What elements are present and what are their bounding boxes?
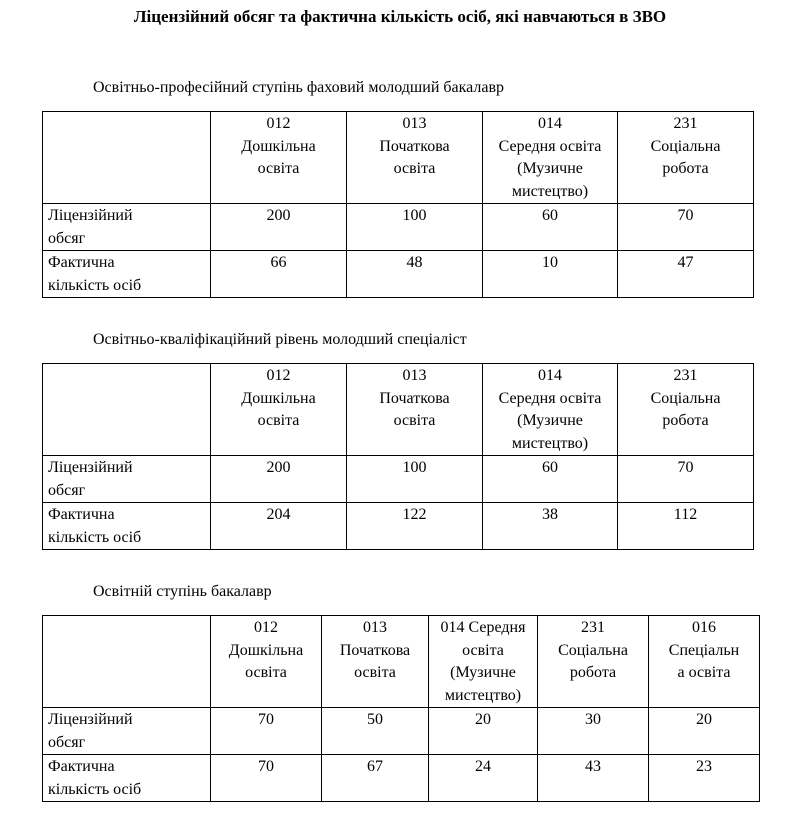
column-name: Середня освіта: [498, 137, 602, 155]
table-cell: 67: [322, 755, 429, 802]
row-label: [43, 456, 211, 503]
corner-cell: [43, 364, 211, 456]
column-header: [429, 616, 538, 708]
table-row: [43, 456, 754, 503]
column-name: Соціальна: [650, 137, 721, 155]
column-name: 014 Середня: [440, 619, 526, 636]
row-label-line: Ліцензійний: [48, 459, 133, 476]
table-header-row: [43, 364, 754, 456]
row-label: [43, 755, 211, 802]
column-name: мистецтво): [511, 182, 589, 200]
row-label-line: обсяг: [48, 229, 86, 247]
column-header: [538, 616, 649, 708]
column-name: освіта: [257, 160, 300, 177]
section-heading-junior-bachelor: Освітньо-професійний ступінь фаховий молодший бакалавр: [93, 79, 505, 96]
table-cell: 60: [483, 456, 618, 503]
table-cell: 200: [211, 456, 347, 503]
table-cell: 23: [649, 755, 760, 802]
column-header: [483, 112, 618, 204]
column-code: 012: [254, 619, 278, 636]
table-junior-specialist: [42, 363, 754, 550]
column-name: (Музичне: [450, 664, 516, 681]
column-name: Початкова: [339, 641, 411, 659]
table-row: [43, 251, 754, 298]
column-code: 012: [266, 115, 291, 132]
column-header: [211, 364, 347, 456]
table-cell: 60: [483, 204, 618, 251]
corner-cell: [43, 616, 211, 708]
column-header: [649, 616, 760, 708]
column-header: [483, 364, 618, 456]
column-code: 231: [581, 619, 605, 636]
table-cell: 204: [211, 503, 347, 550]
column-name: (Музичне: [517, 160, 583, 177]
table-cell: 112: [618, 503, 754, 550]
column-code: 013: [402, 367, 427, 384]
column-name: Дошкільна: [241, 389, 316, 407]
table-row: [43, 755, 760, 802]
column-name: освіта: [462, 641, 504, 659]
table-cell: 20: [649, 708, 760, 755]
table-cell: 200: [211, 204, 347, 251]
table-junior-bachelor: [42, 111, 754, 298]
table-cell: 47: [618, 251, 754, 298]
column-name: Спеціальн: [668, 641, 740, 659]
row-label-line: Ліцензійний: [48, 711, 133, 728]
column-header: [347, 364, 483, 456]
table-cell: 100: [347, 456, 483, 503]
column-code: 014: [538, 367, 562, 384]
row-label: [43, 251, 211, 298]
column-name: освіта: [245, 664, 287, 681]
column-name: (Музичне: [517, 412, 583, 429]
row-label: [43, 708, 211, 755]
column-header: [322, 616, 429, 708]
row-label-line: кількість осіб: [48, 528, 142, 546]
column-code: 231: [673, 367, 698, 384]
table-cell: 50: [322, 708, 429, 755]
column-name: Дошкільна: [241, 137, 316, 155]
table-cell: 70: [618, 456, 754, 503]
column-header: [618, 364, 754, 456]
section-heading-bachelor: Освітній ступінь бакалавр: [93, 583, 272, 600]
column-name: освіта: [393, 412, 436, 429]
column-name: а освіта: [677, 664, 731, 681]
column-name: робота: [662, 160, 709, 177]
document-title: Ліцензійний обсяг та фактична кількість осіб, які навчаються в ЗВО: [133, 7, 667, 26]
row-label: [43, 503, 211, 550]
table-cell: 43: [538, 755, 649, 802]
table-row: [43, 204, 754, 251]
column-name: Середня освіта: [498, 389, 602, 407]
row-label-line: Фактична: [48, 506, 115, 523]
table-cell: 70: [618, 204, 754, 251]
row-label-line: кількість осіб: [48, 276, 142, 294]
table-row: [43, 503, 754, 550]
column-code: 013: [363, 619, 387, 636]
column-code: 014: [538, 115, 562, 132]
column-name: освіта: [393, 160, 436, 177]
column-header: [211, 616, 322, 708]
column-code: 231: [673, 115, 698, 132]
table-cell: 100: [347, 204, 483, 251]
column-name: освіта: [354, 664, 396, 681]
column-code: 016: [692, 619, 716, 636]
table-cell: 20: [429, 708, 538, 755]
column-code: 013: [402, 115, 427, 132]
column-name: Початкова: [379, 389, 450, 407]
row-label-line: Ліцензійний: [48, 207, 133, 224]
row-label-line: кількість осіб: [48, 780, 142, 798]
table-row: [43, 708, 760, 755]
table-header-row: [43, 616, 760, 708]
column-name: робота: [569, 664, 617, 681]
column-name: Соціальна: [650, 389, 721, 407]
table-cell: 38: [483, 503, 618, 550]
column-name: Соціальна: [558, 641, 628, 659]
table-cell: 48: [347, 251, 483, 298]
column-name: робота: [662, 412, 709, 429]
table-cell: 24: [429, 755, 538, 802]
table-cell: 70: [211, 708, 322, 755]
section-heading-junior-specialist: Освітньо-кваліфікаційний рівень молодший спеціаліст: [93, 331, 467, 348]
table-header-row: [43, 112, 754, 204]
table-bachelor: [42, 615, 760, 802]
table-cell: 30: [538, 708, 649, 755]
column-name: освіта: [257, 412, 300, 429]
row-label: [43, 204, 211, 251]
column-name: Початкова: [379, 137, 450, 155]
column-header: [347, 112, 483, 204]
table-cell: 10: [483, 251, 618, 298]
table-cell: 70: [211, 755, 322, 802]
table-cell: 122: [347, 503, 483, 550]
column-name: Дошкільна: [228, 641, 304, 659]
corner-cell: [43, 112, 211, 204]
row-label-line: Фактична: [48, 254, 115, 271]
table-cell: 66: [211, 251, 347, 298]
row-label-line: обсяг: [48, 481, 86, 499]
row-label-line: обсяг: [48, 733, 86, 751]
column-code: 012: [266, 367, 291, 384]
row-label-line: Фактична: [48, 758, 115, 775]
column-name: мистецтво): [444, 686, 522, 704]
column-header: [618, 112, 754, 204]
column-name: мистецтво): [511, 434, 589, 452]
column-header: [211, 112, 347, 204]
